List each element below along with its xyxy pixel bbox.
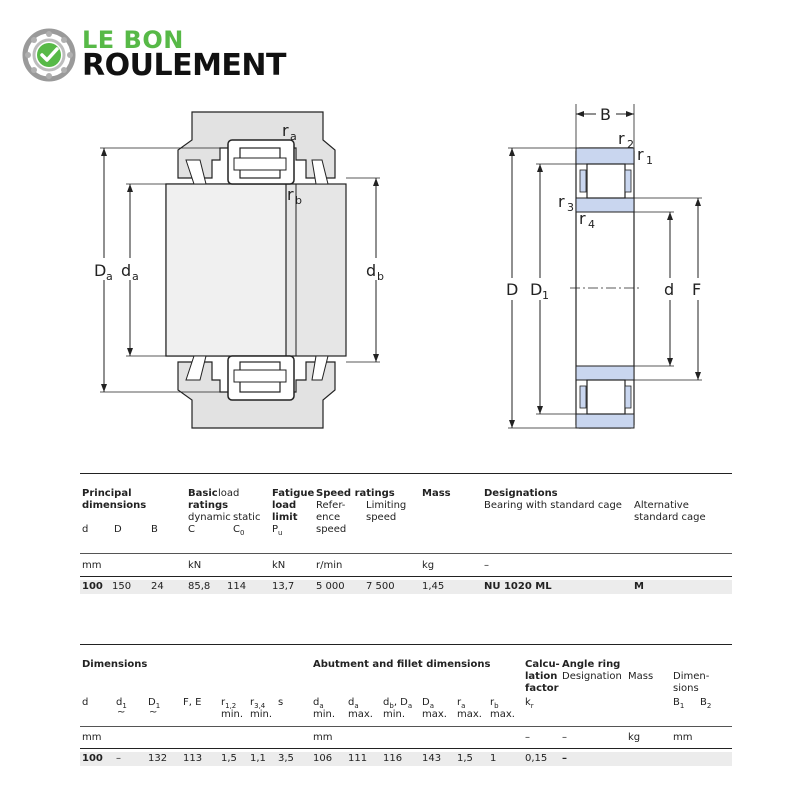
- s-kr: $k_r$: [525, 697, 534, 710]
- h2-mass: Mass: [628, 671, 654, 682]
- s-d1-tilde: ~: [117, 707, 126, 718]
- label-B: B: [600, 105, 611, 124]
- cell-lim-speed: 7 500: [366, 581, 395, 592]
- s-d: d: [82, 697, 89, 708]
- cell-d: 100: [82, 581, 103, 592]
- c2-dbDa-min: 116: [383, 753, 403, 764]
- h-std-cage: standard cage: [634, 512, 706, 523]
- c2-d1: –: [116, 753, 121, 764]
- s-dbDa: $d_b$, $D_a$: [383, 697, 413, 710]
- h-ence: ence: [316, 512, 341, 523]
- label-r1-main: r: [637, 145, 644, 164]
- s-da-q: min.: [313, 709, 336, 720]
- cell-ref-speed: 5 000: [316, 581, 345, 592]
- s-B1: $B_1$: [673, 697, 685, 710]
- s-da2-q: max.: [348, 709, 373, 720]
- label-ra-main: r: [282, 121, 289, 140]
- cell-C0: 114: [227, 581, 247, 592]
- sym-B: B: [151, 524, 158, 535]
- label-Da-sub: a: [106, 270, 113, 283]
- unit-kg: kg: [422, 560, 435, 571]
- label-Da-main: D: [94, 261, 107, 280]
- h-load: load: [218, 488, 240, 499]
- s-r12-min: min.: [221, 709, 244, 720]
- h2-designation: Designation: [562, 671, 622, 682]
- cell-B: 24: [151, 581, 164, 592]
- c2-designation: –: [562, 753, 567, 764]
- label-F: F: [692, 280, 702, 299]
- s-da: $d_a$: [313, 697, 324, 710]
- label-r2-sub: 2: [627, 138, 634, 151]
- s-FE: F, E: [183, 697, 202, 708]
- c2-d: 100: [82, 753, 103, 764]
- label-r2-main: r: [618, 129, 625, 148]
- h2-sions: sions: [673, 683, 699, 694]
- label-db-sub: b: [377, 270, 384, 283]
- s-s: s: [278, 697, 284, 708]
- label-r3-main: r: [558, 192, 565, 211]
- unit2-kg: kg: [628, 732, 641, 743]
- sym-d: d: [82, 524, 89, 535]
- c2-ra-max: 1,5: [457, 753, 473, 764]
- h-fload: load: [272, 500, 297, 511]
- c2-s: 3,5: [278, 753, 294, 764]
- h-speedw: speed: [316, 524, 347, 535]
- s-D1-tilde: ~: [149, 707, 158, 718]
- h-designations: Designations: [484, 488, 558, 499]
- cell-designation: NU 1020 ML: [484, 581, 552, 592]
- s-Da: $D_a$: [422, 697, 434, 710]
- s-ra-q: max.: [457, 709, 482, 720]
- c2-FE: 113: [183, 753, 203, 764]
- label-da-sub: a: [132, 270, 139, 283]
- h-lspeed: speed: [366, 512, 397, 523]
- h-basic: Basic: [188, 488, 218, 499]
- h2-lation: lation: [525, 671, 558, 682]
- brand-line2: ROULEMENT: [82, 48, 286, 83]
- table-row: [80, 752, 732, 766]
- s-r12: $r_{1,2}$: [221, 697, 237, 710]
- cell-mass: 1,45: [422, 581, 445, 592]
- unit-kN: kN: [188, 560, 202, 571]
- c2-Da-max: 143: [422, 753, 442, 764]
- h2-abutment: Abutment and fillet dimensions: [313, 659, 491, 670]
- c2-kr: 0,15: [525, 753, 548, 764]
- label-db-main: d: [366, 261, 377, 280]
- unit-mm: mm: [82, 560, 102, 571]
- c2-r12: 1,5: [221, 753, 237, 764]
- bearing-section: [500, 104, 710, 428]
- h-static: static: [233, 512, 261, 523]
- brand-line1: LE BON: [82, 26, 184, 54]
- h-principal: Principal: [82, 488, 132, 499]
- label-rb-sub: b: [295, 194, 302, 207]
- c2-da-min: 106: [313, 753, 333, 764]
- s-da2: $d_a$: [348, 697, 359, 710]
- s-rb-q: max.: [490, 709, 515, 720]
- mounting-section: [92, 112, 390, 428]
- s-ra: $r_a$: [457, 697, 466, 710]
- s-D1: $D_1$: [148, 697, 161, 710]
- label-D1-main: D: [530, 280, 543, 299]
- cell-Pu: 13,7: [272, 581, 295, 592]
- s-r34-min: min.: [250, 709, 273, 720]
- h-bearing-std: Bearing with standard cage: [484, 500, 622, 511]
- unit-dash: –: [484, 560, 489, 571]
- h-refer: Refer-: [316, 500, 346, 511]
- label-r4-main: r: [579, 209, 586, 228]
- h-mass: Mass: [422, 488, 451, 499]
- unit2-mm2: mm: [313, 732, 333, 743]
- label-r4-sub: 4: [588, 218, 595, 231]
- h-limiting: Limiting: [366, 500, 407, 511]
- sym-D: D: [114, 524, 122, 535]
- h-fatigue: Fatigue: [272, 488, 315, 499]
- unit2-mm3: mm: [673, 732, 693, 743]
- cell-D: 150: [112, 581, 132, 592]
- h-alternative: Alternative: [634, 500, 689, 511]
- cell-alternative: M: [634, 581, 644, 592]
- c2-r34: 1,1: [250, 753, 266, 764]
- label-ra-sub: a: [290, 130, 297, 143]
- unit2-dash1: –: [525, 732, 530, 743]
- h-ratings: ratings: [188, 500, 229, 511]
- s-B2: $B_2$: [700, 697, 712, 710]
- label-da-main: d: [121, 261, 132, 280]
- label-r1-sub: 1: [646, 154, 653, 167]
- label-r3-sub: 3: [567, 201, 574, 214]
- h2-factor: factor: [525, 683, 559, 694]
- sym-C: C: [188, 524, 195, 535]
- h2-dimen: Dimen-: [673, 671, 710, 682]
- unit-rmin: r/min: [316, 560, 343, 571]
- h2-dimensions: Dimensions: [82, 659, 148, 670]
- label-rb-main: r: [287, 185, 294, 204]
- s-Da-q: max.: [422, 709, 447, 720]
- unit-kN2: kN: [272, 560, 286, 571]
- unit2-dash2: –: [562, 732, 567, 743]
- unit2-mm: mm: [82, 732, 102, 743]
- label-D: D: [506, 280, 519, 299]
- h-speed: Speed ratings: [316, 488, 395, 499]
- cell-C: 85,8: [188, 581, 211, 592]
- h-dimensions: dimensions: [82, 500, 147, 511]
- h-limit: limit: [272, 512, 298, 523]
- s-r34: $r_{3,4}$: [250, 697, 266, 710]
- h2-anglering: Angle ring: [562, 659, 621, 670]
- h2-calcu: Calcu-: [525, 659, 560, 670]
- s-rb: $r_b$: [490, 697, 499, 710]
- sym-C0: $C_0$: [233, 524, 245, 537]
- c2-da-max: 111: [348, 753, 368, 764]
- label-d: d: [664, 280, 675, 299]
- s-d1: $d_1$: [116, 697, 127, 710]
- label-D1-sub: 1: [542, 289, 549, 302]
- s-dbDa-q: min.: [383, 709, 406, 720]
- h-dynamic: dynamic: [188, 512, 231, 523]
- sym-Pu: $P_u$: [272, 524, 283, 537]
- c2-D1: 132: [148, 753, 168, 764]
- c2-rb-max: 1: [490, 753, 497, 764]
